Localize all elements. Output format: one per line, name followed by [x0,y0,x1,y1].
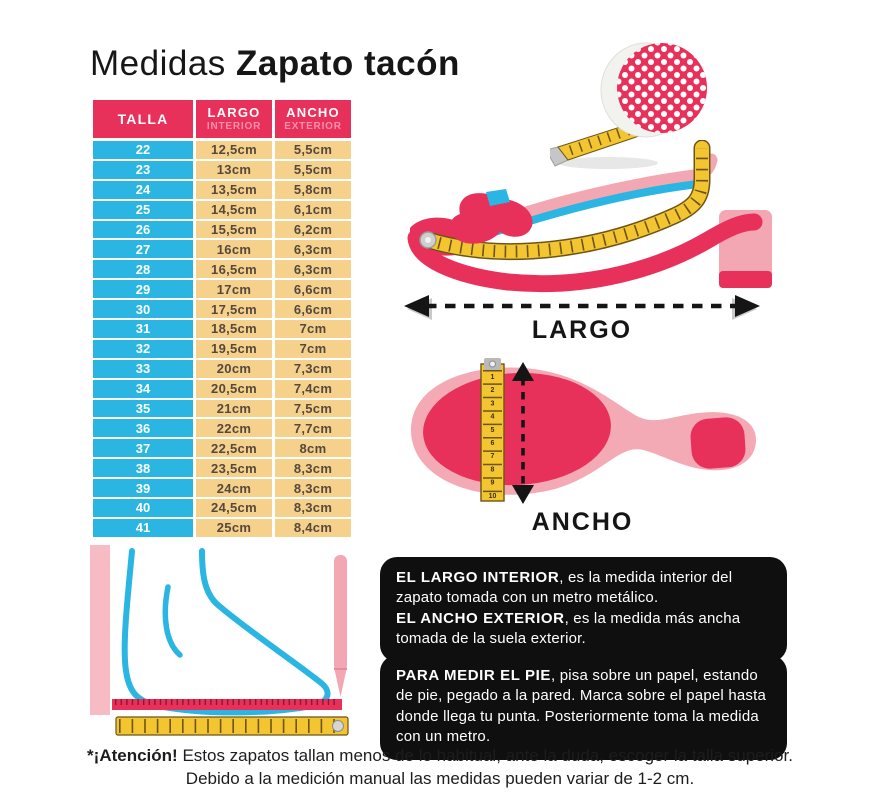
svg-text:3: 3 [490,400,495,408]
page-title [90,44,460,84]
largo-label: LARGO [531,316,633,344]
cell-talla: 22 [93,141,193,159]
cell-largo: 12,5cm [196,141,272,159]
table-row [93,439,351,457]
info-text-medir: , pisa sobre un papel, estando de pie, pegado a la pared. Marca sobre el papel hasta donde llega tu punta. Posteriormente toma la medida con un metro. [396,667,767,746]
cell-largo: 22cm [196,419,272,437]
cell-talla: 23 [93,161,193,179]
table-row [93,519,351,537]
cell-largo: 25cm [196,519,272,537]
cell-talla: 39 [93,479,193,497]
title-regular: Medidas [90,44,237,83]
ancho-label: ANCHO [531,508,634,536]
size-table-body [93,141,351,537]
table-row [93,360,351,378]
cell-talla: 34 [93,380,193,398]
cell-ancho: 7,4cm [275,380,351,398]
table-row [93,240,351,258]
cell-largo: 24cm [196,479,272,497]
cell-ancho: 5,5cm [275,161,351,179]
cell-largo: 15,5cm [196,221,272,239]
measuring-tape-strip [116,717,348,735]
header-ancho-sublabel: EXTERIOR [284,121,342,132]
wall-bar [90,545,110,715]
cell-ancho: 6,3cm [275,240,351,258]
footnote-line-1 [0,745,880,768]
cell-ancho: 5,8cm [275,181,351,199]
info-term-ancho: EL ANCHO EXTERIOR [396,609,565,627]
table-row [93,400,351,418]
cell-talla: 31 [93,320,193,338]
header-largo [196,100,272,138]
cell-ancho: 6,2cm [275,221,351,239]
svg-text:1: 1 [490,374,495,381]
cell-largo: 20cm [196,360,272,378]
cell-largo: 21cm [196,400,272,418]
cell-talla: 38 [93,459,193,477]
cell-talla: 27 [93,240,193,258]
cell-talla: 25 [93,201,193,219]
cell-largo: 14,5cm [196,201,272,219]
title-bold: Zapato tacón [236,44,460,83]
cell-talla: 28 [93,260,193,278]
table-row [93,161,351,179]
cell-talla: 41 [93,519,193,537]
cell-largo: 16,5cm [196,260,272,278]
table-row [93,280,351,298]
cell-largo: 22,5cm [196,439,272,457]
header-talla [93,100,193,138]
table-row [93,340,351,358]
size-table [93,100,351,539]
cell-ancho: 7,7cm [275,419,351,437]
cell-largo: 17cm [196,280,272,298]
header-talla-label: TALLA [117,110,169,127]
table-row [93,320,351,338]
table-row [93,380,351,398]
table-row [93,499,351,517]
cell-largo: 23,5cm [196,459,272,477]
table-row [93,181,351,199]
cell-ancho: 6,1cm [275,201,351,219]
ruler-bar [112,699,342,710]
header-ancho [275,100,351,138]
cell-ancho: 7cm [275,340,351,358]
footnote-line-2: Debido a la medición manual las medidas pueden variar de 1-2 cm. [185,768,695,788]
cell-ancho: 8cm [275,439,351,457]
cell-ancho: 8,3cm [275,479,351,497]
header-largo-sublabel: INTERIOR [206,121,262,132]
info-box-medir-pie [380,655,787,760]
cell-talla: 29 [93,280,193,298]
foot-outline [125,551,328,712]
cell-talla: 32 [93,340,193,358]
svg-text:9: 9 [490,479,495,487]
table-row [93,479,351,497]
footnote-text-1: Estos zapatos tallan menos de lo habitual, ante la duda, escoger la talla superior. [177,746,793,765]
info-term-largo: EL LARGO INTERIOR [396,569,560,586]
cell-ancho: 8,4cm [275,519,351,537]
cell-ancho: 7,3cm [275,360,351,378]
cell-ancho: 6,6cm [275,280,351,298]
table-row [93,201,351,219]
cell-ancho: 8,3cm [275,499,351,517]
cell-talla: 40 [93,499,193,517]
cell-talla: 35 [93,400,193,418]
footnote-attention: *¡Atención! [87,746,178,765]
cell-talla: 24 [93,181,193,199]
cell-ancho: 7,5cm [275,400,351,418]
cell-largo: 13,5cm [196,181,272,199]
cell-largo: 18,5cm [196,320,272,338]
svg-text:7: 7 [490,453,495,461]
cell-talla: 36 [93,419,193,437]
table-header-row [93,100,351,138]
svg-text:8: 8 [490,466,495,474]
info-text-ancho: , es la medida más ancha tomada de la suela exterior. [396,609,741,648]
cell-largo: 13cm [196,161,272,179]
sole-illustration [405,358,765,510]
cell-ancho: 8,3cm [275,459,351,477]
heel-shoe-illustration [398,140,790,298]
table-row [93,419,351,437]
cell-talla: 26 [93,221,193,239]
svg-text:5: 5 [490,426,495,434]
cell-ancho: 6,6cm [275,300,351,318]
svg-text:2: 2 [490,387,495,395]
info-box-largo-ancho [380,557,787,662]
svg-text:4: 4 [490,413,495,421]
cell-talla: 30 [93,300,193,318]
header-ancho-label: ANCHO [286,105,340,120]
cell-ancho: 7cm [275,320,351,338]
foot-measuring-illustration [88,545,363,741]
cell-ancho: 6,3cm [275,260,351,278]
svg-text:6: 6 [490,440,495,447]
cell-largo: 20,5cm [196,380,272,398]
svg-text:10: 10 [488,492,497,500]
pencil-icon [334,555,347,697]
cell-largo: 19,5cm [196,340,272,358]
table-row [93,221,351,239]
table-row [93,141,351,159]
footnote [0,745,880,791]
cell-talla: 37 [93,439,193,457]
cell-largo: 16cm [196,240,272,258]
cell-ancho: 5,5cm [275,141,351,159]
info-text-largo: , es la medida interior del zapato tomada con un metro metálico. [396,569,733,607]
cell-talla: 33 [93,360,193,378]
table-row [93,300,351,318]
table-row [93,459,351,477]
info-term-medir: PARA MEDIR EL PIE [396,667,551,684]
header-largo-label: LARGO [207,105,261,120]
table-row [93,260,351,278]
cell-largo: 17,5cm [196,300,272,318]
sole-tape [481,358,504,501]
cell-largo: 24,5cm [196,499,272,517]
